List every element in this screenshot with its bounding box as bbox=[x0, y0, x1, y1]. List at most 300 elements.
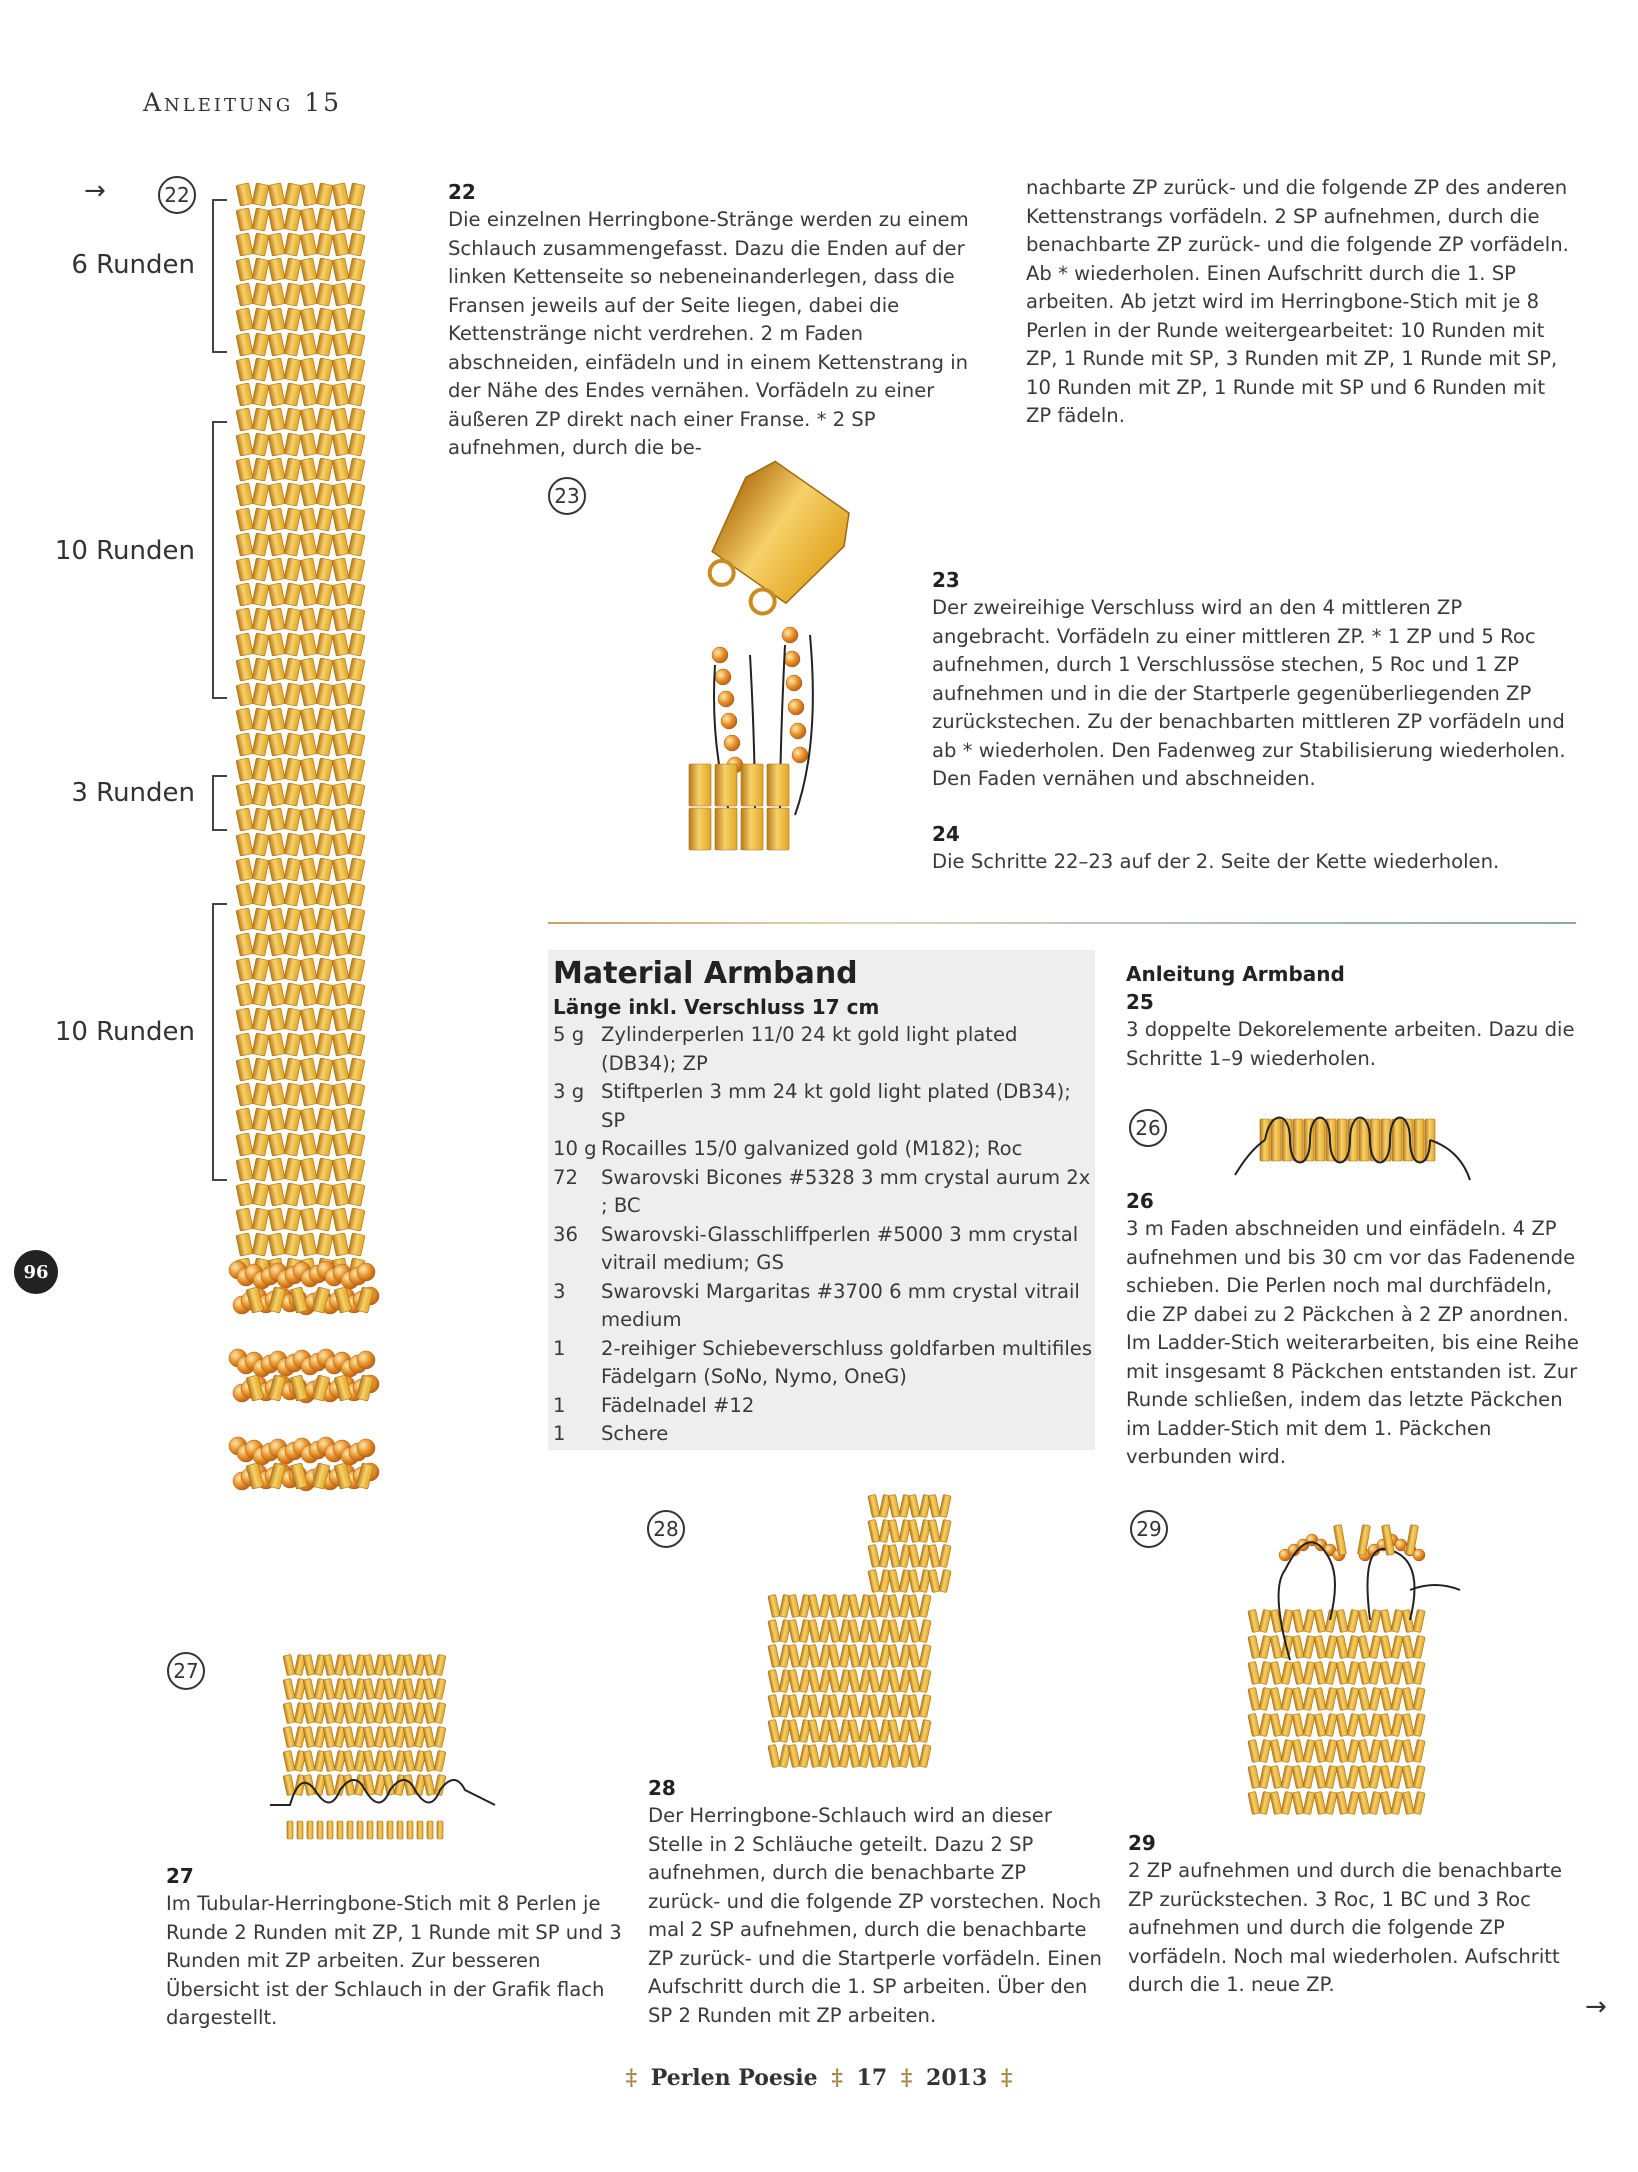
bead bbox=[252, 883, 269, 906]
bead bbox=[1402, 1739, 1414, 1762]
bead bbox=[252, 1108, 269, 1131]
bead bbox=[888, 1619, 900, 1642]
step-22-bead-column bbox=[230, 180, 380, 1520]
bead bbox=[768, 1644, 780, 1667]
bead bbox=[284, 883, 301, 906]
bead bbox=[252, 1133, 269, 1156]
bead bbox=[1391, 1791, 1403, 1814]
bead bbox=[715, 808, 737, 850]
bead bbox=[348, 483, 365, 506]
bead bbox=[1303, 1765, 1315, 1788]
bead bbox=[908, 1719, 920, 1742]
bead bbox=[236, 308, 253, 331]
arrow-right-icon: → bbox=[84, 176, 106, 206]
bead bbox=[284, 1208, 301, 1231]
material-item bbox=[553, 1135, 1093, 1164]
bead bbox=[1259, 1635, 1271, 1658]
bead bbox=[268, 333, 285, 356]
bead bbox=[268, 433, 285, 456]
bead bbox=[848, 1619, 860, 1642]
bead bbox=[1270, 1791, 1282, 1814]
bead bbox=[252, 483, 269, 506]
bead bbox=[437, 1821, 443, 1839]
bead bbox=[1259, 1739, 1271, 1762]
bead bbox=[768, 1669, 780, 1692]
bead bbox=[1347, 1635, 1359, 1658]
bead bbox=[252, 683, 269, 706]
bead bbox=[1347, 1609, 1359, 1632]
step-22-paragraph-a: Die einzelnen Herringbone-Stränge werden zu einem Schlauch zusammengefasst. Dazu die Enden auf der linken Kettenseite so nebeneinanderlegen, dass die Fransen jeweils auf der Seite liegen, dabei die Kettenstränge nicht verdrehen. 2 m Faden abschneiden, einfädeln und in einem Kettenstrang in der Nähe des Endes vernähen. Vorfädeln zu einer äußeren ZP direkt nach einer Franse. * 2 SP aufnehmen, durch die be- bbox=[448, 208, 969, 459]
bead bbox=[316, 583, 333, 606]
bead bbox=[348, 333, 365, 356]
bead bbox=[868, 1744, 880, 1767]
footer bbox=[0, 2065, 1638, 2091]
material-item bbox=[553, 1392, 1093, 1421]
rocaille bbox=[792, 747, 808, 763]
material-item bbox=[553, 1078, 1093, 1135]
bead bbox=[332, 958, 349, 981]
bead bbox=[284, 558, 301, 581]
bead bbox=[919, 1594, 931, 1617]
bead bbox=[888, 1494, 900, 1517]
bead bbox=[1325, 1791, 1337, 1814]
bead bbox=[332, 883, 349, 906]
bead bbox=[236, 658, 253, 681]
bead bbox=[1413, 1791, 1425, 1814]
bead bbox=[252, 983, 269, 1006]
bead bbox=[332, 983, 349, 1006]
bead bbox=[1380, 1609, 1392, 1632]
bead bbox=[300, 1233, 317, 1256]
step-22-text-a bbox=[448, 178, 983, 463]
bead bbox=[283, 1750, 295, 1771]
step-29-number: 29 bbox=[1128, 1831, 1156, 1855]
bead bbox=[1315, 1119, 1325, 1161]
bead bbox=[1248, 1739, 1260, 1762]
bead bbox=[316, 333, 333, 356]
bead bbox=[332, 833, 349, 856]
step-28-block bbox=[648, 1774, 1103, 2030]
bead bbox=[284, 1108, 301, 1131]
bead bbox=[908, 1644, 920, 1667]
bead bbox=[316, 483, 333, 506]
rocaille bbox=[786, 675, 802, 691]
bead bbox=[1391, 1687, 1403, 1710]
bead bbox=[1402, 1713, 1414, 1736]
material-desc: 2-reihiger Schiebeverschluss goldfarben multifiles Fädelgarn (SoNo, Nymo, OneG) bbox=[601, 1336, 1093, 1388]
bead bbox=[252, 783, 269, 806]
step-28-text: Der Herringbone-Schlauch wird an dieser Stelle in 2 Schläuche geteilt. Dazu 2 SP aufnehmen, durch die benachbarte ZP zurück- und die folgende ZP vorstechen. Noch mal 2 SP aufnehmen, durch die benachbarte ZP zurück- und die Startperle vorfädeln. Einen Aufschritt durch die 1. SP arbeiten. Über den SP 2 Runden mit ZP arbeiten. bbox=[648, 1804, 1102, 2027]
bead bbox=[252, 508, 269, 531]
bead bbox=[283, 1654, 295, 1675]
bead bbox=[1270, 1765, 1282, 1788]
bead bbox=[383, 1654, 395, 1675]
bead bbox=[689, 808, 711, 850]
material-qty: 1 bbox=[553, 1393, 566, 1417]
bead bbox=[1259, 1661, 1271, 1684]
bead bbox=[284, 658, 301, 681]
bead bbox=[808, 1644, 820, 1667]
bead bbox=[323, 1750, 335, 1771]
bead bbox=[348, 383, 365, 406]
bead bbox=[332, 558, 349, 581]
bead bbox=[236, 908, 253, 931]
bead bbox=[316, 908, 333, 931]
bead bbox=[316, 408, 333, 431]
bead bbox=[868, 1669, 880, 1692]
bead bbox=[323, 1654, 335, 1675]
bead bbox=[788, 1619, 800, 1642]
bead bbox=[268, 983, 285, 1006]
bead bbox=[252, 708, 269, 731]
bead bbox=[348, 358, 365, 381]
material-item bbox=[553, 1164, 1093, 1221]
bead bbox=[316, 508, 333, 531]
bead bbox=[303, 1726, 315, 1747]
bead bbox=[1358, 1635, 1370, 1658]
bead bbox=[423, 1726, 435, 1747]
bead bbox=[284, 683, 301, 706]
bead bbox=[332, 458, 349, 481]
step-28-number: 28 bbox=[648, 1776, 676, 1800]
bead bbox=[284, 508, 301, 531]
material-qty: 3 g bbox=[553, 1080, 585, 1103]
bead bbox=[284, 458, 301, 481]
bead bbox=[323, 1678, 335, 1699]
bead bbox=[252, 333, 269, 356]
bead bbox=[868, 1494, 880, 1517]
bead bbox=[848, 1644, 860, 1667]
bead bbox=[316, 1108, 333, 1131]
material-qty: 5 g bbox=[553, 1023, 585, 1046]
bead bbox=[403, 1726, 415, 1747]
material-item bbox=[553, 1278, 1093, 1335]
bead bbox=[332, 683, 349, 706]
material-desc: Schere bbox=[601, 1422, 669, 1445]
bead bbox=[316, 1183, 333, 1206]
bead bbox=[1380, 1635, 1392, 1658]
bead bbox=[1369, 1635, 1381, 1658]
bead bbox=[236, 508, 253, 531]
bead bbox=[300, 633, 317, 656]
bead bbox=[268, 283, 285, 306]
bead bbox=[316, 233, 333, 256]
bead bbox=[268, 483, 285, 506]
bead bbox=[332, 283, 349, 306]
bead bbox=[919, 1694, 931, 1717]
material-desc: Rocailles 15/0 galvanized gold (M182); Roc bbox=[601, 1137, 1023, 1160]
bead bbox=[788, 1744, 800, 1767]
bead bbox=[268, 258, 285, 281]
bead bbox=[236, 933, 253, 956]
bead bbox=[316, 808, 333, 831]
rocaille bbox=[1413, 1549, 1425, 1561]
bead bbox=[348, 1008, 365, 1031]
bead bbox=[828, 1744, 840, 1767]
bead bbox=[252, 908, 269, 931]
bead bbox=[236, 758, 253, 781]
bead bbox=[343, 1702, 355, 1723]
bead bbox=[1314, 1765, 1326, 1788]
footer-ornament: ‡ bbox=[625, 2065, 638, 2091]
bead bbox=[1292, 1713, 1304, 1736]
bead bbox=[1336, 1635, 1348, 1658]
bead bbox=[316, 1083, 333, 1106]
bead bbox=[300, 1158, 317, 1181]
bead bbox=[1402, 1791, 1414, 1814]
bead bbox=[252, 758, 269, 781]
step-26-block bbox=[1126, 1187, 1581, 1472]
bead bbox=[268, 583, 285, 606]
bead bbox=[1413, 1609, 1425, 1632]
bead bbox=[284, 1008, 301, 1031]
bead bbox=[1314, 1635, 1326, 1658]
bead bbox=[768, 1619, 780, 1642]
bead bbox=[283, 1702, 295, 1723]
material-title: Material Armband bbox=[553, 956, 858, 991]
bead bbox=[332, 358, 349, 381]
bead bbox=[1325, 1765, 1337, 1788]
bead bbox=[332, 508, 349, 531]
bead bbox=[316, 558, 333, 581]
bead bbox=[303, 1654, 315, 1675]
bead bbox=[768, 1719, 780, 1742]
bead bbox=[1380, 1713, 1392, 1736]
bead bbox=[236, 708, 253, 731]
armband-title: Anleitung Armband bbox=[1126, 962, 1345, 986]
bead bbox=[1413, 1765, 1425, 1788]
bead bbox=[268, 1233, 285, 1256]
bead bbox=[300, 358, 317, 381]
bead bbox=[236, 208, 253, 231]
bead bbox=[252, 383, 269, 406]
bead bbox=[268, 758, 285, 781]
rocaille bbox=[790, 723, 806, 739]
bead bbox=[1358, 1661, 1370, 1684]
bead bbox=[348, 433, 365, 456]
material-desc: Swarovski Margaritas #3700 6 mm crystal vitrail medium bbox=[601, 1279, 1080, 1331]
bead bbox=[268, 683, 285, 706]
bead bbox=[1391, 1609, 1403, 1632]
bead bbox=[337, 1821, 343, 1839]
bead bbox=[300, 383, 317, 406]
bead bbox=[348, 283, 365, 306]
bead bbox=[939, 1569, 951, 1592]
bead bbox=[284, 583, 301, 606]
bead bbox=[284, 183, 301, 206]
bead bbox=[284, 1183, 301, 1206]
bead bbox=[1303, 1661, 1315, 1684]
step-28-split-diagram bbox=[765, 1490, 985, 1780]
bead bbox=[316, 1033, 333, 1056]
bead bbox=[316, 958, 333, 981]
bead bbox=[919, 1619, 931, 1642]
bead bbox=[1336, 1687, 1348, 1710]
bead bbox=[300, 883, 317, 906]
bead bbox=[423, 1678, 435, 1699]
bead bbox=[788, 1719, 800, 1742]
bead bbox=[268, 1183, 285, 1206]
bead bbox=[828, 1644, 840, 1667]
bead bbox=[363, 1654, 375, 1675]
bead bbox=[1314, 1791, 1326, 1814]
bead bbox=[383, 1678, 395, 1699]
bead bbox=[741, 808, 763, 850]
bead bbox=[332, 608, 349, 631]
bead bbox=[332, 383, 349, 406]
bead bbox=[332, 1083, 349, 1106]
rocaille bbox=[721, 713, 737, 729]
bead bbox=[236, 583, 253, 606]
bead bbox=[919, 1669, 931, 1692]
bead bbox=[284, 633, 301, 656]
bead bbox=[343, 1726, 355, 1747]
bead bbox=[1292, 1765, 1304, 1788]
bead bbox=[316, 383, 333, 406]
bead bbox=[252, 1233, 269, 1256]
footer-magazine: Perlen Poesie bbox=[650, 2065, 818, 2091]
page-header: Anleitung 15 bbox=[143, 88, 343, 117]
bead bbox=[908, 1744, 920, 1767]
bead bbox=[741, 764, 763, 806]
material-list bbox=[553, 955, 1093, 1449]
bead bbox=[252, 958, 269, 981]
bead bbox=[363, 1726, 375, 1747]
bead bbox=[1369, 1739, 1381, 1762]
step-23-clasp-diagram bbox=[670, 485, 900, 895]
step-23-text: Der zweireihige Verschluss wird an den 4 mittleren ZP angebracht. Vorfädeln zu einer mittleren ZP. * 1 ZP und 5 Roc aufnehmen, durch 1 Verschlussöse stechen, 5 Roc und 1 ZP aufnehmen und in die der Startperle gegenüberliegenden ZP zurückstechen. Zu der benachbarten mittleren ZP vorfädeln und ab * wiederholen. Den Fadenweg zur Stabilisierung wiederholen. Den Faden vernähen und abschneiden. bbox=[932, 596, 1566, 790]
bead bbox=[332, 1033, 349, 1056]
bead bbox=[300, 1008, 317, 1031]
bead bbox=[1314, 1661, 1326, 1684]
bead bbox=[888, 1744, 900, 1767]
bead bbox=[332, 1183, 349, 1206]
bead bbox=[332, 858, 349, 881]
bead bbox=[1392, 1119, 1402, 1161]
bead bbox=[1336, 1791, 1348, 1814]
bead bbox=[808, 1744, 820, 1767]
bead bbox=[1369, 1687, 1381, 1710]
bead bbox=[397, 1821, 403, 1839]
bead bbox=[1358, 1765, 1370, 1788]
bead bbox=[1271, 1119, 1281, 1161]
bead bbox=[268, 508, 285, 531]
footer-ornament: ‡ bbox=[900, 2065, 913, 2091]
bead bbox=[888, 1694, 900, 1717]
bead bbox=[284, 983, 301, 1006]
bead bbox=[868, 1719, 880, 1742]
bead bbox=[828, 1719, 840, 1742]
bead bbox=[332, 1133, 349, 1156]
bead bbox=[268, 1058, 285, 1081]
bead bbox=[434, 1702, 446, 1723]
bead bbox=[268, 783, 285, 806]
bead bbox=[316, 183, 333, 206]
bead bbox=[283, 1774, 295, 1795]
bead bbox=[316, 458, 333, 481]
bead bbox=[316, 258, 333, 281]
bead bbox=[268, 533, 285, 556]
bead bbox=[236, 808, 253, 831]
bead bbox=[1347, 1765, 1359, 1788]
material-desc: Swarovski Bicones #5328 3 mm crystal aurum 2x ; BC bbox=[601, 1165, 1091, 1217]
bead bbox=[252, 433, 269, 456]
bead bbox=[284, 533, 301, 556]
bead bbox=[908, 1694, 920, 1717]
step-25-text: 3 doppelte Dekorelemente arbeiten. Dazu die Schritte 1–9 wiederholen. bbox=[1126, 1018, 1575, 1070]
bead bbox=[300, 608, 317, 631]
bead bbox=[300, 508, 317, 531]
bead bbox=[788, 1669, 800, 1692]
bead bbox=[1337, 1119, 1347, 1161]
bead bbox=[1369, 1791, 1381, 1814]
bead bbox=[808, 1669, 820, 1692]
bead bbox=[363, 1774, 375, 1795]
bead bbox=[1303, 1635, 1315, 1658]
step-24-number: 24 bbox=[932, 822, 960, 846]
bead bbox=[1391, 1739, 1403, 1762]
bead bbox=[848, 1719, 860, 1742]
bead bbox=[268, 833, 285, 856]
material-desc: Swarovski-Glasschliffperlen #5000 3 mm crystal vitrail medium; GS bbox=[601, 1222, 1079, 1274]
bead bbox=[348, 883, 365, 906]
bead bbox=[1292, 1661, 1304, 1684]
bead bbox=[316, 1008, 333, 1031]
bead bbox=[1292, 1739, 1304, 1762]
bead bbox=[300, 583, 317, 606]
bead bbox=[300, 833, 317, 856]
bead bbox=[332, 808, 349, 831]
bead bbox=[300, 983, 317, 1006]
bead bbox=[300, 783, 317, 806]
bead bbox=[316, 633, 333, 656]
bead bbox=[316, 658, 333, 681]
bead bbox=[332, 308, 349, 331]
bead bbox=[888, 1594, 900, 1617]
bead bbox=[283, 1678, 295, 1699]
step-29-diagram bbox=[1230, 1500, 1470, 1830]
material-qty: 72 bbox=[553, 1165, 578, 1189]
bead bbox=[343, 1654, 355, 1675]
bead bbox=[252, 1208, 269, 1231]
bead bbox=[908, 1519, 920, 1542]
bead bbox=[1391, 1765, 1403, 1788]
bead bbox=[939, 1494, 951, 1517]
bead bbox=[1270, 1635, 1282, 1658]
bead bbox=[1402, 1635, 1414, 1658]
bead bbox=[1369, 1713, 1381, 1736]
bead bbox=[1347, 1739, 1359, 1762]
bead bbox=[236, 733, 253, 756]
bead bbox=[1325, 1713, 1337, 1736]
bead bbox=[316, 1133, 333, 1156]
bead bbox=[888, 1519, 900, 1542]
bead bbox=[300, 808, 317, 831]
bead bbox=[1413, 1687, 1425, 1710]
bead bbox=[348, 808, 365, 831]
step-27-circle: 27 bbox=[167, 1652, 205, 1690]
bead bbox=[236, 483, 253, 506]
bead bbox=[236, 983, 253, 1006]
bead bbox=[316, 1208, 333, 1231]
bead bbox=[808, 1619, 820, 1642]
bead bbox=[236, 383, 253, 406]
bead bbox=[788, 1594, 800, 1617]
bead bbox=[300, 1133, 317, 1156]
bead bbox=[1380, 1791, 1392, 1814]
bead bbox=[332, 208, 349, 231]
bead bbox=[284, 708, 301, 731]
